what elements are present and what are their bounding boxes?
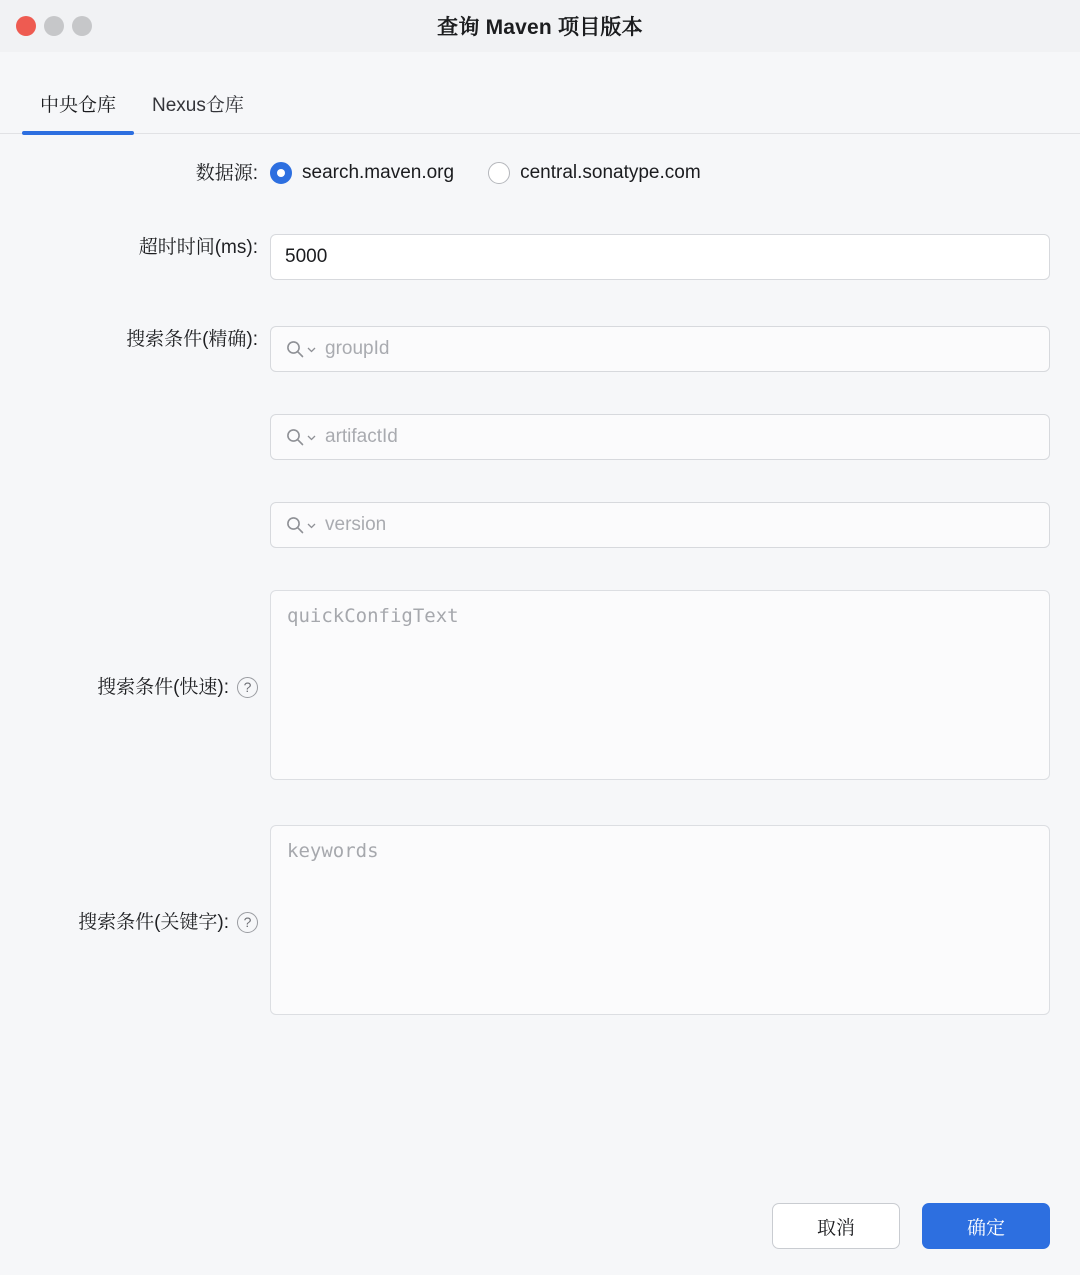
close-window-icon[interactable] [16,16,36,36]
radio-option-central-sonatype-com[interactable] [488,162,701,184]
radio-option-search-maven-org[interactable] [270,162,454,184]
form-content [0,134,1080,1203]
row-exact-version [30,502,1050,548]
keywords-field-wrap [270,825,1050,1020]
confirm-button[interactable]: 确定 [922,1203,1050,1249]
radio-label-search-maven-org: search.maven.org [302,162,455,183]
minimize-window-icon[interactable] [44,16,64,36]
quick-config-label-wrap [30,674,270,702]
keywords-textarea[interactable] [270,825,1050,1015]
window-controls [16,16,92,36]
page-title: 查询 Maven 项目版本 [437,16,643,39]
exact-search-label: 搜索条件(精确): [126,329,258,350]
help-icon-quick[interactable]: ? [237,677,258,698]
artifactid-field-wrap [270,414,1050,460]
maximize-window-icon[interactable] [72,16,92,36]
title-bar [0,0,1080,52]
timeout-label: 超时时间(ms): [138,237,258,258]
groupid-input[interactable] [270,326,1050,372]
help-icon-keywords[interactable]: ? [237,912,258,933]
keywords-label-wrap [30,909,270,937]
row-exact-artifactid [30,414,1050,460]
datasource-label: 数据源: [195,163,258,184]
groupid-field-wrap [270,326,1050,372]
row-quick-config [30,590,1050,785]
tab-nexus-repo[interactable]: Nexus仓库 [152,95,244,116]
dialog-footer [0,1203,1080,1275]
radio-label-central-sonatype-com: central.sonatype.com [520,162,701,183]
keywords-label: 搜索条件(关键字): [78,911,229,933]
radio-icon-unselected[interactable] [488,162,510,184]
quick-config-textarea[interactable] [270,590,1050,780]
version-field-wrap [270,502,1050,548]
version-input[interactable] [270,502,1050,548]
radio-icon-selected[interactable] [270,162,292,184]
datasource-options [270,160,1050,184]
row-timeout [30,234,1050,280]
quick-config-label: 搜索条件(快速): [97,676,229,698]
artifactid-input[interactable] [270,414,1050,460]
tab-bar [0,52,1080,134]
row-exact-groupid [30,326,1050,372]
row-keywords [30,825,1050,1020]
timeout-field-wrap [270,234,1050,280]
timeout-input[interactable] [270,234,1050,280]
tab-central-repo[interactable]: 中央仓库 [22,90,134,133]
cancel-button[interactable]: 取消 [772,1203,900,1249]
row-datasource [30,160,1050,188]
quick-config-field-wrap [270,590,1050,785]
